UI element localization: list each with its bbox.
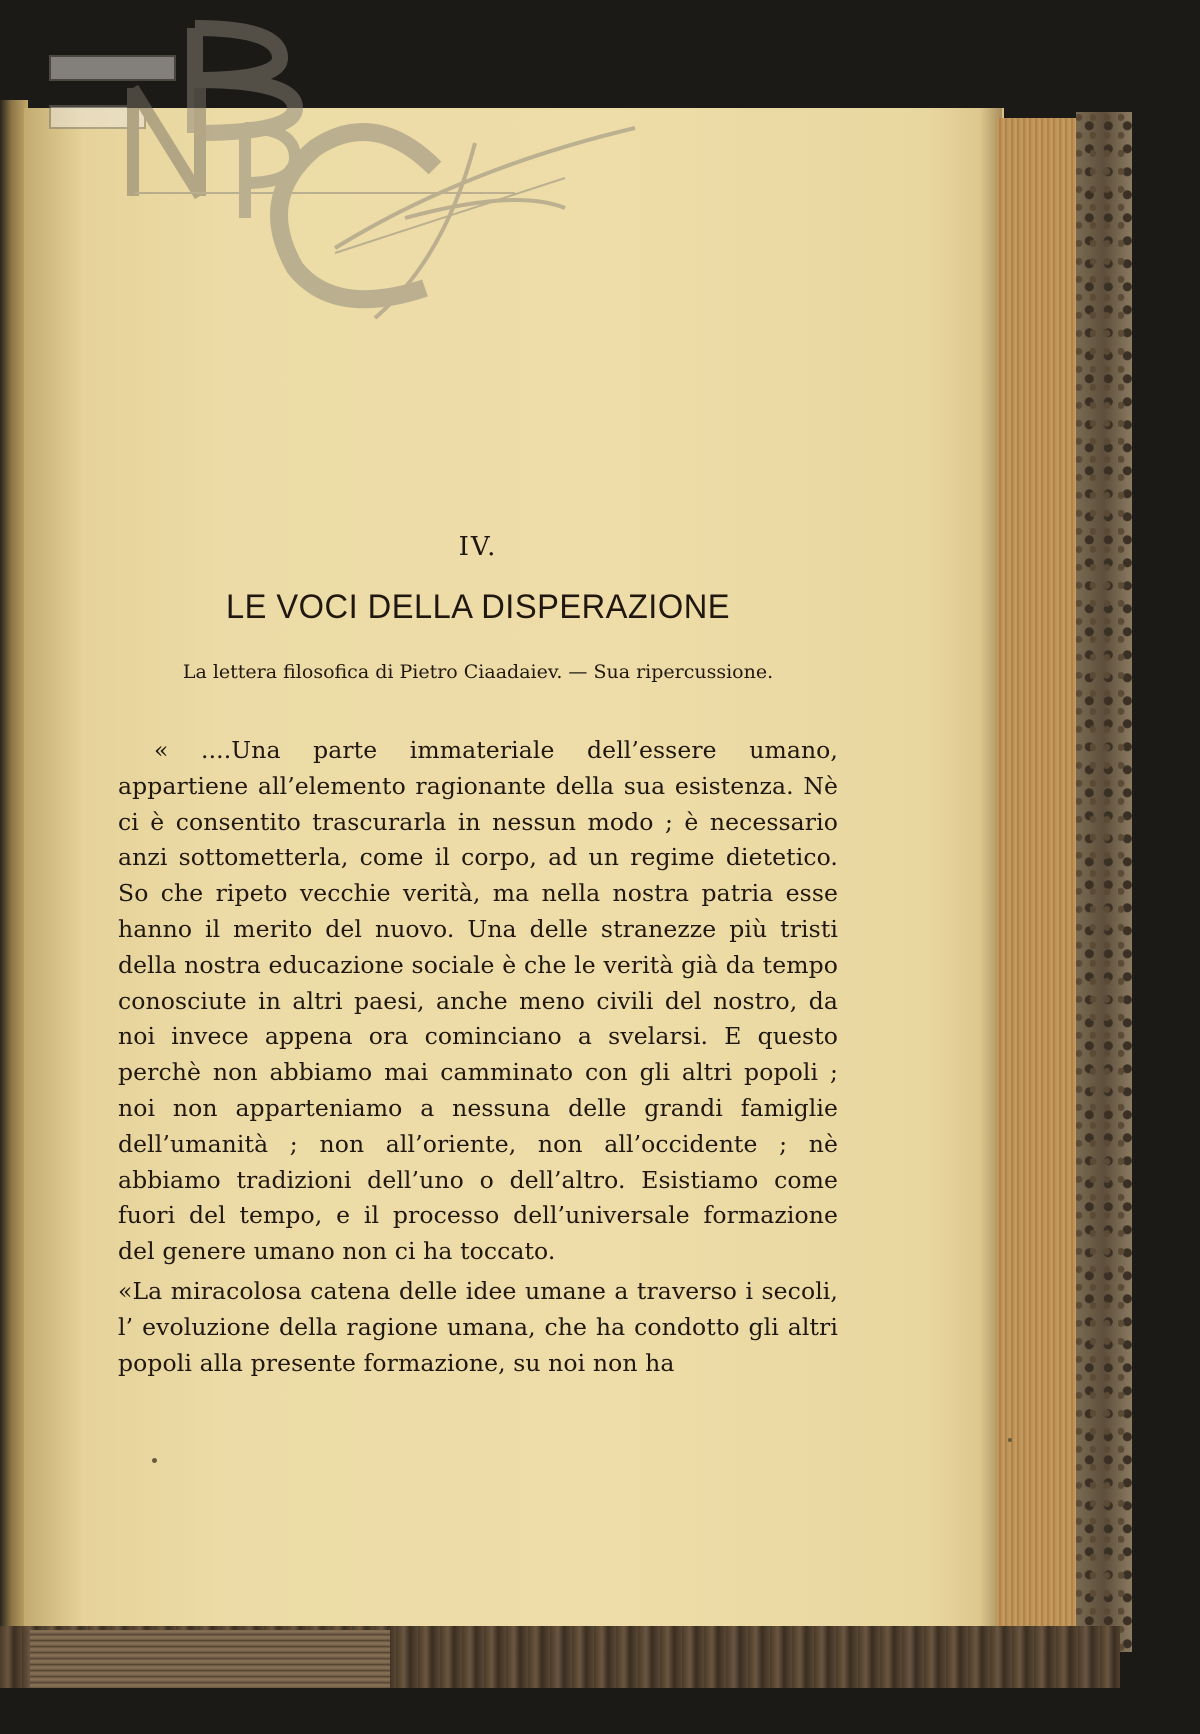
paragraph: « ....Una parte immateriale dell’essere umano, appartiene all’elemento ragionante della sua esistenza. Nè ci è consentito trascurarla in nessun modo ; è necessario anzi sottometterla, come il corpo, ad un regime dietetico. So che ripeto vecchie verità, ma nella nostra patria esse hanno il merito del nuovo. Una delle stranezze più tristi della nostra educazione sociale è che le verità già da tempo conosciute in altri paesi, anche meno civili del nostro, da noi invece appena ora cominciano a svelarsi. E questo perchè non abbiamo mai camminato con gli altri popoli ; noi non apparteniamo a nessuna delle grandi famiglie dell’umanità ; non all’oriente, non all’occidente ; nè abbiamo tradizioni dell’uno o dell’altro. Esistiamo come fuori del tempo, e il processo dell’universale formazione del genere umano non ci ha toccato. [118,736,838,1266]
book-spine [30,1630,390,1688]
paper-speck [1008,1438,1012,1442]
chapter-subtitle: La lettera filosofica di Pietro Ciaadaiev. — Sua ripercussione. [182,661,774,683]
library-watermark-logo [45,18,705,328]
page-content [118,520,838,1381]
chapter-title: LE VOCI DELLA DISPERAZIONE [225,588,731,626]
body-text [118,733,838,1381]
page-block-edge [996,118,1076,1633]
paragraph: «La miracolosa catena delle idee umane a traverso i secoli, l’ evoluzione della ragione umana, che ha condotto gli altri popoli alla presente formazione, su noi non ha [118,1276,838,1377]
book-cover [1076,112,1132,1652]
paper-speck [152,1458,157,1463]
chapter-number: IV. [458,532,498,562]
